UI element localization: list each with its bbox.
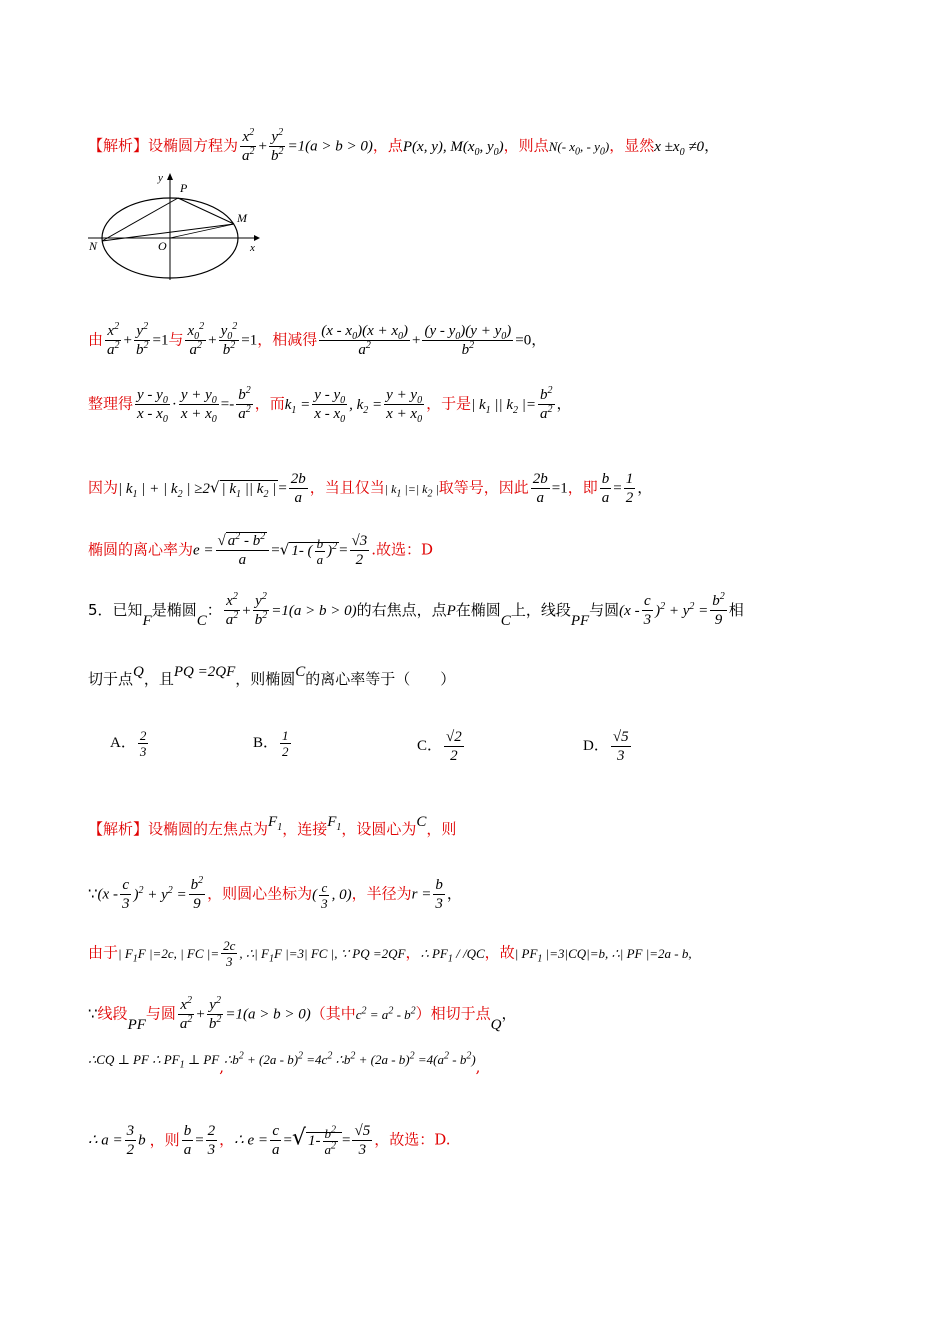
analysis2-line3: 由于| $F_1F$ |=2c, | FC |= $\frac{2c}{3}$ , ∴| $F_1F$ |=3| FC |, ∵ PQ =2QF，∴ $PF_1 / /QC$，故| $PF_1$ |=3|CQ|=b, ∴| PF |=2a - b, xyxy=(88,938,692,969)
line-subtract: 由 $\frac{x^2}{a^2}$ + $\frac{y^2}{b^2}$ =1与 $\frac{x_0^2}{a^2}$ + $\frac{y_0^2}{b^2}$ =1，相减得 $\frac{(x - x_0)(x + x_0)}{a^2}$ + $\frac{(y - y_0)(y + y_0)}{b^2}$ =0， xyxy=(88,321,547,358)
label-p: P xyxy=(180,181,188,195)
analysis1-line: 【解析】设椭圆方程为 $\frac{x^2}{a^2}$ + $\frac{y^2}{b^2}$ =1(a > b > 0)，点P(x, y), $M(x_0$, $y_0$)，则点N(- $x_0$, - $y_0$)，显然$x \pm x_0 \ne 0$， xyxy=(88,127,720,164)
line-simplify: 整理得 $\frac{y - y_0}{x - x_0}$ · $\frac{y + y_0}{x + x_0}$ =- $\frac{b^2}{a^2}$ ，而$k_1$ = $\frac{y - y_0}{x - x_0}$ , $k_2$ = $\frac{y + y_0}{x + x_0}$ ，于是| $k_1$ || $k_2$ |= $\frac{b^2}{a^2}$ ， xyxy=(88,385,572,425)
segment-np xyxy=(102,198,178,241)
option-d[interactable]: D． $\frac{√5}{3}$ xyxy=(583,729,629,764)
analysis2-line5: ∴CQ ⊥ PF ∴ $PF_1$ ⊥ $PF,\therefore b^2 + (2a - b)^2 =4c^2$ $\therefore b^2 + (2a - b)^2 =4(a^2 - b^2)$, xyxy=(88,1050,481,1076)
analysis-label: 【解析】 xyxy=(88,136,149,155)
label-x: x xyxy=(250,242,255,254)
ellipse-figure xyxy=(86,168,276,283)
y-arrow xyxy=(167,173,173,180)
analysis2-line2: ∵(x - $\frac{c}{3}$ )$^2 + y^2$ = $\frac{b^2}{9}$ ，则圆心坐标为( $\frac{c}{3}$ , 0)，半径为r = $\frac{b}{3}$ ， xyxy=(88,875,462,912)
option-a[interactable]: A． $\frac{2}{3}$ xyxy=(110,728,147,759)
option-b[interactable]: B． $\frac{1}{2}$ xyxy=(253,728,289,759)
label-n: N xyxy=(89,239,98,253)
label-y: y xyxy=(158,172,163,184)
question-5-line1: 5．已知F是椭圆C： $\frac{x^2}{a^2}$ + $\frac{y^2}{b^2}$ =1(a > b > 0)的右焦点，点P在椭圆C上，线段PF与圆(x - $\frac{c}{3}$ )$^2 + y^2$ = $\frac{b^2}{9}$ 相 xyxy=(88,591,744,629)
analysis2-line6: ∴ a = $\frac{3}{2}$ b ，则 $\frac{b}{a}$ = $\frac{2}{3}$ ，∴ e = $\frac{c}{a}$ =√ 1- $\frac{b^2}{a^2}$ = $\frac{√5}{3}$ ，故选：D. xyxy=(88,1123,451,1158)
line-because: 因为| $k_1$ | + | $k_2$ | ≥2√ | $k_1$ || $k_2$ | = $\frac{2b}{a}$ ，当且仅当| $k_1$ |=| $k_2$ |取等号，因此 $\frac{2b}{a}$ =1，即 $\frac{b}{a}$ = $\frac{1}{2}$ ， xyxy=(88,471,653,506)
line-eccentricity: 椭圆的离心率为e = $\frac{√ a^2 - b^2}{a}$ =√ 1- ( $\frac{b}{a}$ )$^2$ = $\frac{√3}{2}$ .故选：D xyxy=(88,531,434,568)
label-m: M xyxy=(237,211,247,225)
question-number: 5．已知 xyxy=(88,601,143,619)
question-5-line2: 切于点Q，且PQ =2QF，则椭圆C的离心率等于（ ） xyxy=(88,664,456,688)
option-c[interactable]: C． $\frac{√2}{2}$ xyxy=(417,729,462,764)
segment-pm xyxy=(178,198,234,224)
analysis2-line1: 【解析】设椭圆的左焦点为$F_1$，连接$F_1$，设圆心为C，则 xyxy=(88,814,457,838)
analysis2-line4: ∵线段PF与圆 $\frac{x^2}{a^2}$ + $\frac{y^2}{b^2}$ =1(a > b > 0)（其中$c^2 = a^2 - b^2$）相切于点Q， xyxy=(88,995,517,1033)
x-arrow xyxy=(254,235,260,241)
label-o: O xyxy=(158,239,167,253)
